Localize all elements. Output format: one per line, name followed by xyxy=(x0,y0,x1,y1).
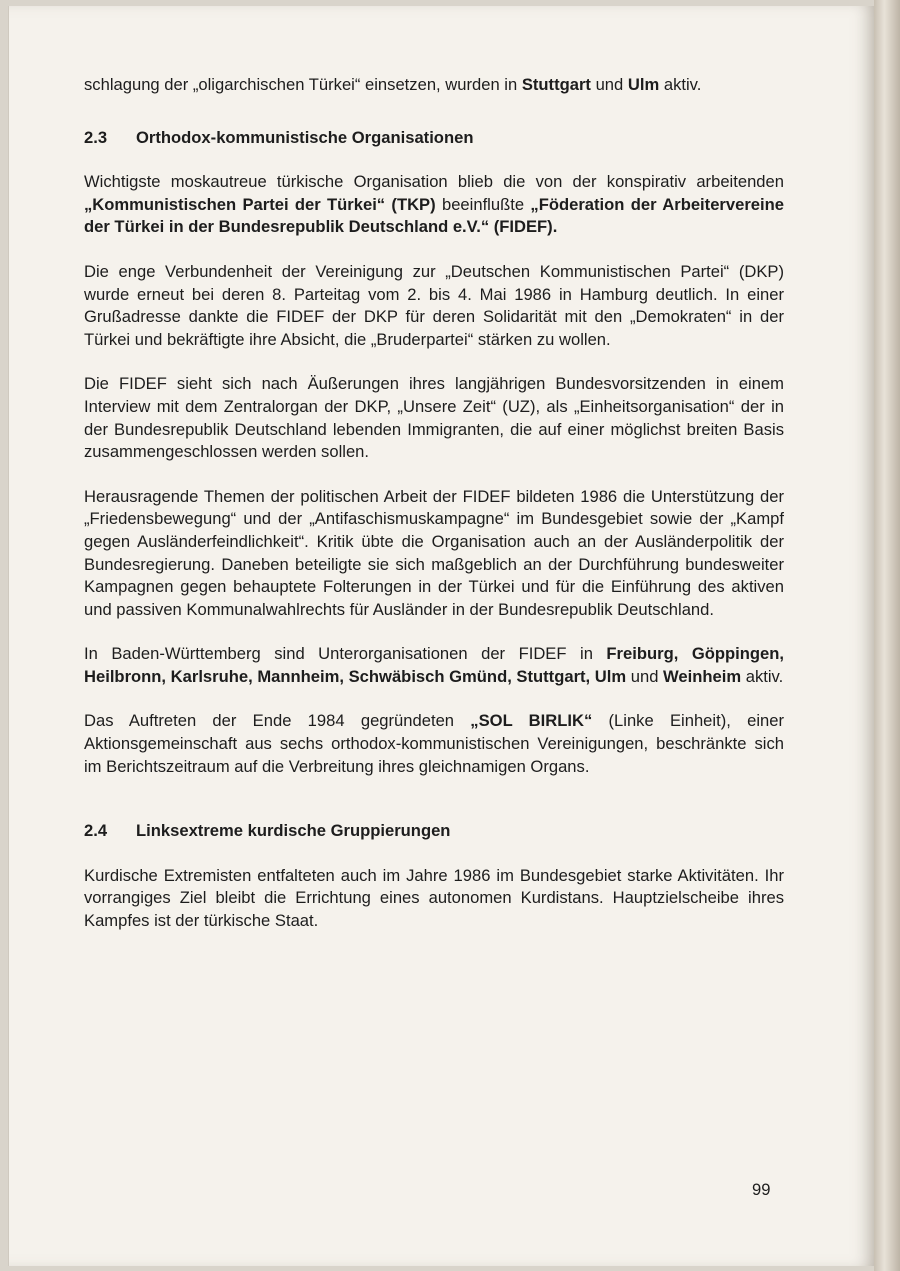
paragraph-themes: Herausragende Themen der politischen Arbeit der FIDEF bildeten 1986 die Unterstützung der „Friedensbewegung“ und der „Antifaschismuskampagne“ im Bundesgebiet sowie der „Kampf gegen Ausländerfeindlichkeit“. Kritik übte die Organisation auch an der Ausländerpolitik der Bundesregierung. Daneben beteiligte sie sich maßgeblich an der Durchführung bundesweiter Kampagnen gegen behauptete Folterungen in der Türkei und für die Einführung des aktiven und passiven Kommunalwahlrechts für Ausländer in der Bundesrepublik Deutschland. xyxy=(84,486,784,619)
paragraph-intro: schlagung der „oligarchischen Türkei“ einsetzen, wurden in Stuttgart und Ulm aktiv. xyxy=(84,75,702,94)
section-heading-2-4: 2.4 Linksextreme kurdische Gruppierungen xyxy=(84,821,451,841)
page-number: 99 xyxy=(752,1180,771,1199)
book-gutter xyxy=(874,0,900,1271)
section-heading-2-3: 2.3 Orthodox-kommunistische Organisationen xyxy=(84,127,474,147)
paragraph-baden-wuerttemberg: In Baden-Württemberg sind Unterorganisationen der FIDEF in Freiburg, Göppingen, Heilbronn, Karlsruhe, Mannheim, Schwäbisch Gmünd, Stuttgart, Ulm und Weinheim aktiv. xyxy=(84,644,784,686)
paragraph-tkp: Wichtigste moskautreue türkische Organisation blieb die von der konspirativ arbeitenden „Kommunistischen Partei der Türkei“ (TKP) beeinflußte „Föderation der Arbeitervereine der Türkei in der Bundesrepublik Deutschland e.V.“ (FIDEF). xyxy=(84,172,784,237)
paragraph-sol-birlik: Das Auftreten der Ende 1984 gegründeten „SOL BIRLIK“ (Linke Einheit), einer Aktionsgemeinschaft aus sechs orthodox-kommunistischen Vereinigungen, beschränkte sich im Berichtszeitraum auf die Verbreitung ihres gleichnamigen Organs. xyxy=(84,711,784,776)
paragraph-interview: Die FIDEF sieht sich nach Äußerungen ihres langjährigen Bundesvorsitzenden in einem Interview mit dem Zentralorgan der DKP, „Unsere Zeit“ (UZ), als „Einheitsorganisation“ der in der Bundesrepublik Deutschland lebenden Immigranten, die auf einer möglichst breiten Basis zusammengeschlossen werden sollen. xyxy=(84,374,784,462)
paragraph-kurdish: Kurdische Extremisten entfalteten auch im Jahre 1986 im Bundesgebiet starke Aktivitäten. Ihr vorrangiges Ziel bleibt die Errichtung eines autonomen Kurdistans. Hauptzielscheibe ihres Kampfes ist der türkische Staat. xyxy=(84,865,784,931)
page-content xyxy=(84,74,784,955)
paragraph-dkp: Die enge Verbundenheit der Vereinigung zur „Deutschen Kommunistischen Partei“ (DKP) wurde erneut bei deren 8. Parteitag vom 2. bis 4. Mai 1986 in Hamburg deutlich. In einer Grußadresse dankte die FIDEF der DKP für deren Solidarität mit den „Demokraten“ in der Türkei und bekräftigte ihre Absicht, die „Bruderpartei“ stärken zu wollen. xyxy=(84,261,784,349)
